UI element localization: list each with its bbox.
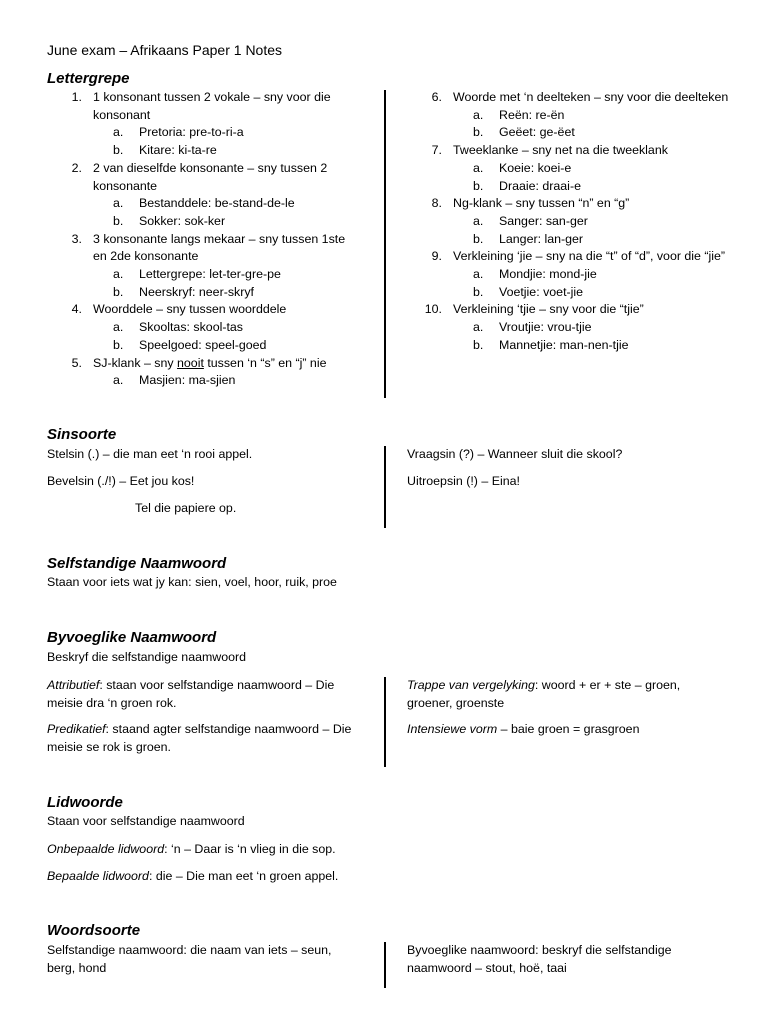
sub-item-text: Neerskryf: neer-skryf [139,284,254,299]
sub-item [407,160,732,178]
sub-item-text: Koeie: koei-e [499,160,572,175]
sub-item [47,195,357,213]
sub-item-letter: a. [473,213,484,228]
trappe-label: Trappe van vergelyking [407,678,535,692]
list-item-number: 9. [431,249,442,264]
sub-item [47,372,357,390]
sub-item-letter: b. [113,213,124,228]
heading-selfstandige-naamwoord: Selfstandige Naamwoord [47,555,227,572]
sub-item [407,178,732,196]
list-item-text: Ng-klank – sny tussen “n” en “g” [453,196,630,211]
stelsin-text: Stelsin (.) – die man eet ‘n rooi appel. [47,447,253,461]
column-divider [384,942,386,988]
sub-item-text: Mondjie: mond-jie [499,267,597,282]
sub-item-text: Masjien: ma-sjien [139,373,236,388]
heading-lettergrepe: Lettergrepe [47,70,130,87]
sub-item-text: Vroutjie: vrou-tjie [499,320,592,335]
list-item-text: 2 van dieselfde konsonante – sny tussen 2 konsonante [93,160,328,193]
list-item-text: 3 konsonante langs mekaar – sny tussen 1ste en 2de konsonante [93,231,346,264]
sub-item-letter: b. [113,284,124,299]
lettergrepe-left-list [47,89,357,390]
lettergrepe-right-list [407,89,732,355]
trappe-desc: : woord + er + ste – groen, groener, groenste [407,678,681,710]
list-item [407,248,732,266]
sub-item-letter: b. [113,337,124,352]
list-item-text: Woorde met ‘n deelteken – sny voor die deelteken [453,90,729,104]
sub-item [47,284,357,302]
underlined-word: nooit [177,355,204,370]
bepaalde-label: Bepaalde lidwoord [47,869,149,883]
sub-item-letter: a. [113,373,124,388]
column-divider [384,677,386,767]
predikatief-desc: : staand agter selfstandige naamwoord – Die meisie se rok is groen. [47,722,352,754]
sub-item-text: Voetjie: voet-jie [499,284,584,299]
sub-item-text: Draaie: draai-e [499,178,581,193]
bevelsin-example: Tel die papiere op. [135,501,237,515]
predikatief-label: Predikatief [47,722,106,736]
lidwoorde-intro: Staan voor selfstandige naamwoord [47,814,245,828]
sub-item-text: Sanger: san-ger [499,213,588,228]
list-item [407,301,732,319]
list-item-number: 4. [71,302,82,317]
sub-item-letter: b. [473,231,484,246]
intensiewe-desc: – baie groen = grasgroen [497,722,640,736]
heading-woordsoorte: Woordsoorte [47,922,141,939]
trappe-text [407,676,727,712]
sub-item-letter: a. [113,320,124,335]
sub-item-text: Pretoria: pre-to-ri-a [139,125,244,140]
sub-item [407,124,732,142]
column-divider [384,90,386,398]
page-title: June exam – Afrikaans Paper 1 Notes [47,42,283,58]
woordsoorte-selfstandige: Selfstandige naamwoord: die naam van iets – seun, berg, hond [47,943,332,975]
attributief-text [47,676,362,712]
heading-byvoeglike-naamwoord: Byvoeglike Naamwoord [47,629,217,646]
sub-item-text: Geëet: ge-ëet [499,125,575,140]
sub-item [407,337,732,355]
woordsoorte-byvoeglike: Byvoeglike naamwoord: beskryf die selfstandige naamwoord – stout, hoë, taai [407,943,672,975]
sub-item [407,266,732,284]
list-item-number: 6. [431,90,442,104]
sub-item-letter: b. [473,125,484,140]
list-item [47,89,357,124]
sub-item-text: Langer: lan-ger [499,231,584,246]
list-item-number: 8. [431,196,442,211]
sub-item-text: Kitare: ki-ta-re [139,143,217,158]
bepaalde-lidwoord-text [47,867,338,885]
sub-item-letter: a. [473,267,484,282]
sub-item [47,337,357,355]
list-item [407,89,732,107]
byvoeglike-intro: Beskryf die selfstandige naamwoord [47,650,247,664]
sub-item-text: Sokker: sok-ker [139,213,226,228]
attributief-desc: : staan voor selfstandige naamwoord – Die meisie dra ‘n groen rok. [47,678,335,710]
sub-item-text: Lettergrepe: let-ter-gre-pe [139,267,281,282]
list-item [407,142,732,160]
sub-item-letter: b. [473,337,484,352]
list-item [47,160,357,195]
vraagsin-text: Vraagsin (?) – Wanneer sluit die skool? [407,447,623,461]
list-item-text: 1 konsonant tussen 2 vokale – sny voor die konsonant [93,90,331,122]
attributief-label: Attributief [47,678,100,692]
sub-item-letter: a. [473,160,484,175]
list-item [47,231,357,266]
sub-item [47,319,357,337]
selfstandige-text: Staan voor iets wat jy kan: sien, voel, hoor, ruik, proe [47,575,337,589]
column-divider [384,446,386,528]
list-item-number: 2. [71,160,82,175]
sub-item-letter: a. [113,196,124,211]
list-item-text: Woorddele – sny tussen woorddele [93,302,287,317]
sub-item-letter: a. [473,320,484,335]
sub-item [407,319,732,337]
sub-item [407,231,732,249]
uitroepsin-text: Uitroepsin (!) – Eina! [407,474,520,488]
sub-item-letter: b. [473,178,484,193]
list-item-text: SJ-klank – sny [93,355,178,370]
sub-item-letter: b. [473,284,484,299]
sub-item [47,124,357,142]
list-item [47,355,357,373]
onbepaalde-label: Onbepaalde lidwoord [47,842,165,856]
list-item-text: tussen ‘n “s” en “j” nie [203,355,327,370]
sub-item-letter: b. [113,143,124,158]
list-item-number: 5. [71,355,82,370]
sub-item [47,266,357,284]
sub-item-text: Skooltas: skool-tas [139,320,243,335]
bepaalde-desc: : die – Die man eet ‘n groen appel. [148,869,339,883]
sub-item-text: Bestanddele: be-stand-de-le [139,196,295,211]
list-item-number: 3. [71,231,82,246]
bevelsin-text: Bevelsin (./!) – Eet jou kos! [47,474,195,488]
list-item-number: 7. [431,143,442,158]
heading-lidwoorde: Lidwoorde [47,794,123,811]
sub-item [407,213,732,231]
list-item-text: Verkleining ‘jie – sny na die “t” of “d”, voor die “jie” [453,249,726,264]
list-item-text: Verkleining ‘tjie – sny voor die “tjie” [453,302,644,317]
list-item-text: Tweeklanke – sny net na die tweeklank [453,143,668,158]
intensiewe-text [407,720,727,738]
sub-item-letter: a. [473,107,484,122]
sub-item-letter: a. [113,125,124,140]
sub-item [407,107,732,125]
sub-item-text: Speelgoed: speel-goed [139,337,267,352]
sub-item [47,213,357,231]
list-item-number: 1. [71,90,82,104]
predikatief-text [47,720,362,756]
list-item [407,195,732,213]
list-item-number: 10. [424,302,442,317]
sub-item-letter: a. [113,267,124,282]
sub-item-text: Reën: re-ën [499,107,565,122]
sub-item [407,284,732,302]
sub-item [47,142,357,160]
intensiewe-label: Intensiewe vorm [407,722,498,736]
sub-item-text: Mannetjie: man-nen-tjie [499,337,629,352]
heading-sinsoorte: Sinsoorte [47,426,117,443]
onbepaalde-lidwoord-text [47,840,336,858]
onbepaalde-desc: : ‘n – Daar is ‘n vlieg in die sop. [164,842,336,856]
list-item [47,301,357,319]
